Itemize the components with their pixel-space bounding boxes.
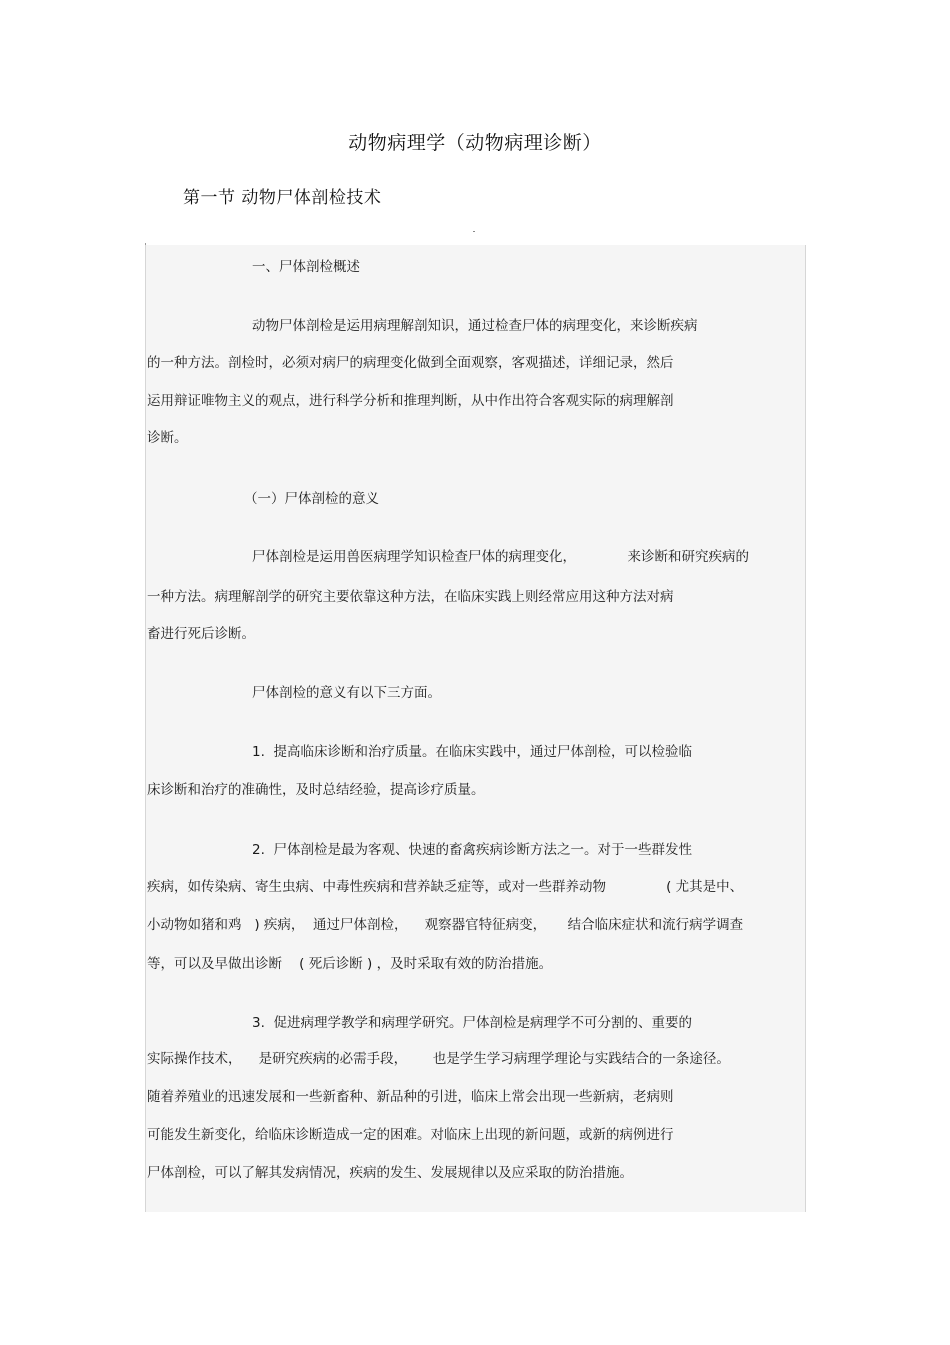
- list-item-line: 等，可以及早做出诊断 ( 死后诊断 ) ，及时采取有效的防治措施。: [147, 956, 553, 972]
- paragraph-line: 尸体剖检的意义有以下三方面。: [252, 685, 441, 701]
- paragraph-line: 动物尸体剖检是运用病理解剖知识，通过检查尸体的病理变化，来诊断疾病: [252, 318, 698, 334]
- paragraph-line: 畜进行死后诊断。: [147, 626, 255, 642]
- list-item-line: 随着养殖业的迅速发展和一些新畜种、新品种的引进，临床上常会出现一些新病，老病则: [147, 1089, 674, 1105]
- paragraph-line: 尸体剖检是运用兽医病理学知识检查尸体的病理变化， 来诊断和研究疾病的: [252, 549, 749, 565]
- paragraph-line: 一种方法。病理解剖学的研究主要依靠这种方法，在临床实践上则经常应用这种方法对病: [147, 589, 674, 605]
- list-item-line: 疾病，如传染病、寄生虫病、中毒性疾病和营养缺乏症等，或对一些群养动物 ( 尤其是中、: [147, 879, 744, 895]
- list-item-line: 实际操作技术， 是研究疾病的必需手段， 也是学生学习病理学理论与实践结合的一条途径。: [147, 1051, 730, 1067]
- list-item-line: 2. 尸体剖检是最为客观、快速的畜禽疾病诊断方法之一。对于一些群发性: [252, 842, 692, 858]
- page-mark: [473, 231, 475, 232]
- list-item-line: 1. 提高临床诊断和治疗质量。在临床实践中，通过尸体剖检，可以检验临: [252, 744, 692, 760]
- heading-overview: 一、尸体剖检概述: [252, 259, 360, 275]
- list-item-line: 可能发生新变化，给临床诊断造成一定的困难。对临床上出现的新问题，或新的病例进行: [147, 1127, 674, 1143]
- document-title: 动物病理学（动物病理诊断）: [348, 132, 602, 154]
- section-title: 第一节 动物尸体剖检技术: [183, 188, 382, 208]
- list-item-line: 小动物如猪和鸡 ) 疾病， 通过尸体剖检， 观察器官特征病变， 结合临床症状和流行病学调查: [147, 917, 744, 933]
- paragraph-line: 的一种方法。剖检时，必须对病尸的病理变化做到全面观察，客观描述，详细记录，然后: [147, 355, 674, 371]
- list-item-line: 床诊断和治疗的准确性，及时总结经验，提高诊疗质量。: [147, 782, 485, 798]
- heading-significance: （一）尸体剖检的意义: [244, 491, 379, 507]
- list-item-line: 尸体剖检，可以了解其发病情况，疾病的发生、发展规律以及应采取的防治措施。: [147, 1165, 633, 1181]
- paragraph-line: 诊断。: [147, 430, 188, 446]
- list-item-line: 3. 促进病理学教学和病理学研究。尸体剖检是病理学不可分割的、重要的: [252, 1015, 692, 1031]
- paragraph-line: 运用辩证唯物主义的观点，进行科学分析和推理判断，从中作出符合客观实际的病理解剖: [147, 393, 674, 409]
